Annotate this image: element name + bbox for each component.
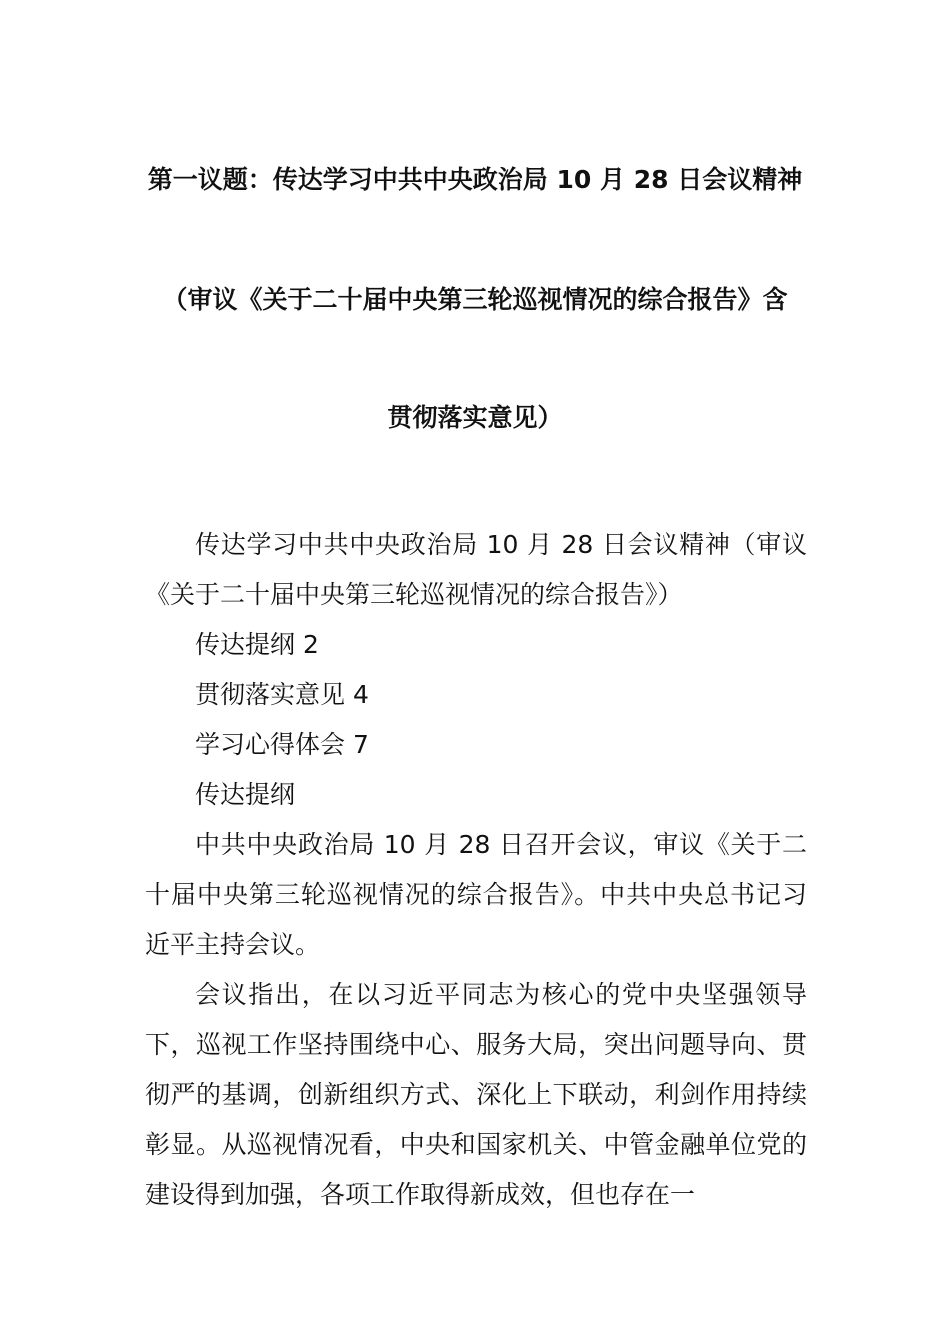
body-paragraph: 会议指出，在以习近平同志为核心的党中央坚强领导下，巡视工作坚持围绕中心、服务大局，突出问题导向、贯彻严的基调，创新组织方式、深化上下联动，利剑作用持续彰显。从巡视情况看，中央和国家机关、中管金融单位党的建设得到加强，各项工作取得新成效，但也存在一	[145, 980, 807, 1209]
body-paragraph: 中共中央政治局 10 月 28 日召开会议，审议《关于二十届中央第三轮巡视情况的综合报告》。中共中央总书记习近平主持会议。	[145, 830, 807, 959]
section-heading: 传达提纲	[195, 780, 296, 809]
toc-item: 学习心得体会 7	[195, 730, 369, 759]
toc-item: 传达提纲 2	[195, 630, 319, 659]
document-body	[145, 520, 807, 1220]
intro-paragraph: 传达学习中共中央政治局 10 月 28 日会议精神（审议《关于二十届中央第三轮巡视情况的综合报告》）	[145, 530, 807, 609]
document-title-line-3: 贯彻落实意见）	[387, 403, 563, 432]
toc-item: 贯彻落实意见 4	[195, 680, 369, 709]
document-title-line-2: （审议《关于二十届中央第三轮巡视情况的综合报告》含	[162, 285, 788, 314]
document-title-line-1: 第一议题：传达学习中共中央政治局 10 月 28 日会议精神	[147, 165, 803, 194]
